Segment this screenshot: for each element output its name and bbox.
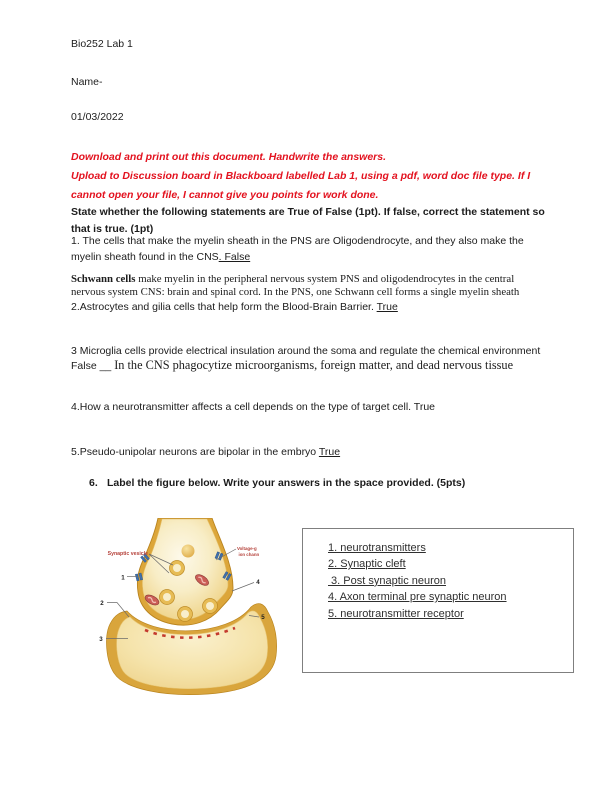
question-4: 4.How a neurotransmitter affects a cell depends on the type of target cell. True: [71, 401, 436, 413]
answer-item-4: 4. Axon terminal pre synaptic neuron: [328, 591, 507, 604]
question-5-answer: True: [318, 446, 341, 458]
vesicle-icon: [160, 590, 175, 605]
correction-rest: make myelin in the peripheral nervous system PNS and oligodendrocytes in the central nervous system CNS: brain and spinal cord. In the PNS, one Schwann cell forms a single myelin sheath: [71, 273, 520, 299]
question-2-text: 2.Astrocytes and gilia cells that help form the Blood-Brain Barrier.: [71, 301, 377, 313]
name-label: Name-: [71, 76, 103, 88]
answer-item-2: 2. Synaptic cleft: [328, 558, 406, 571]
answer-box: [302, 528, 574, 673]
question-1: [71, 234, 549, 265]
synapse-figure: [88, 518, 298, 708]
vesicle-icon: [203, 599, 218, 614]
vesicle-icon: [178, 607, 193, 622]
question-1-text: 1. The cells that make the myelin sheath in the PNS are Oligodendrocyte, and they also make the myelin sheath found in the CNS: [71, 235, 524, 263]
vesicle-sphere-icon: [182, 545, 195, 558]
callout-4-line: [232, 583, 254, 592]
question-5: [71, 445, 549, 461]
figure-callout-1: 1: [121, 574, 125, 582]
correction-bold: Schwann cells: [71, 273, 136, 285]
question-3: 3 Microglia cells provide electrical insulation around the soma and regulate the chemical environment: [71, 345, 541, 357]
question-3-answer: False __: [71, 360, 115, 372]
question-6: [71, 476, 549, 492]
channel-label-line2: ion chann: [238, 552, 260, 557]
question-1-correction: [71, 273, 549, 299]
question-3-correction: In the CNS phagocytize microorganisms, foreign matter, and dead nervous tissue: [114, 358, 514, 372]
figure-callout-5: 5: [261, 614, 265, 621]
course-title: Bio252 Lab 1: [71, 38, 133, 50]
vesicle-label: Synaptic vesicle: [107, 551, 148, 557]
channel-label-line1: Voltage-g: [237, 546, 257, 551]
answer-item-3: 3. Post synaptic neuron: [328, 574, 447, 587]
answer-item-5: 5. neurotransmitter receptor: [328, 607, 464, 620]
instruction-line-1: Download and print out this document. Handwrite the answers.: [71, 151, 387, 163]
question-2: [71, 300, 549, 316]
answer-item-1: 1. neurotransmitters: [328, 542, 426, 554]
question-6-text: Label the figure below. Write your answers in the space provided. (5pts): [107, 477, 466, 489]
date-text: 01/03/2022: [71, 111, 124, 123]
instruction-line-2: Upload to Discussion board in Blackboard labelled Lab 1, using a pdf, word doc file type. If I cannot open your file, I cannot give you points for work done.: [71, 170, 531, 201]
question-6-number: 6.: [89, 477, 98, 489]
question-5-text: 5.Pseudo-unipolar neurons are bipolar in the embryo: [71, 446, 319, 458]
question-3-answer-line: [71, 358, 549, 375]
question-1-answer: . False: [218, 250, 251, 263]
section-prompt: State whether the following statements are True of False (1pt). If false, correct the statement so that is true. (1pt): [71, 206, 545, 235]
question-2-answer: True: [376, 301, 398, 313]
figure-callout-4: 4: [256, 579, 260, 586]
vesicle-icon: [170, 561, 185, 576]
figure-callout-3: 3: [99, 636, 103, 643]
figure-callout-2: 2: [100, 600, 104, 607]
